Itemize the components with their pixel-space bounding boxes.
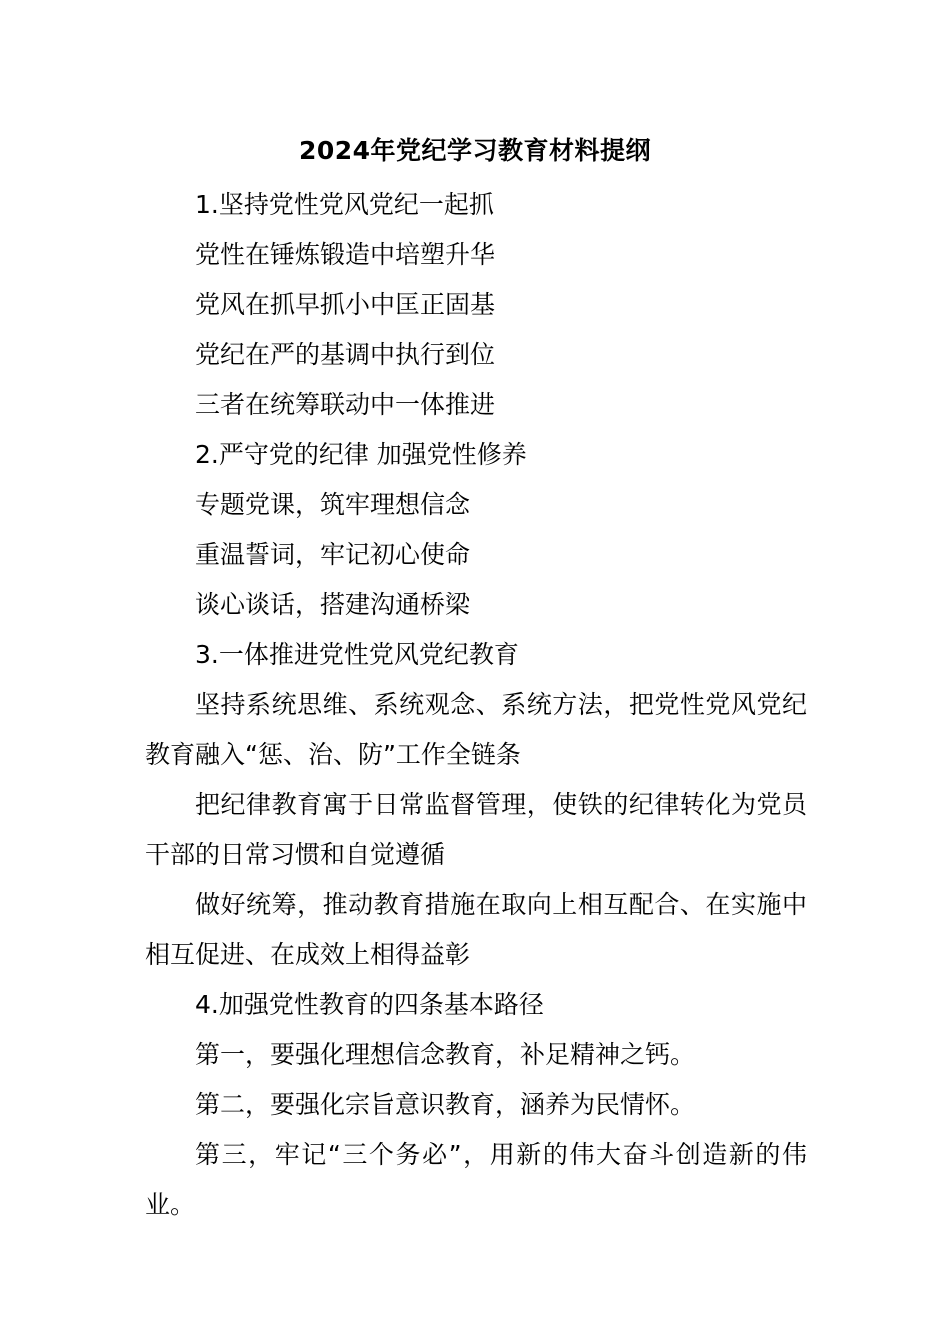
paragraph-10: 3.一体推进党性党风党纪教育 [195,640,519,669]
paragraph-16: 第二，要强化宗旨意识教育，涵养为民情怀。 [195,1090,696,1119]
paragraph-17: 第三，牢记“三个务必”，用新的伟大奋斗创造新的伟业。 [145,1140,807,1219]
paragraph-6: 2.严守党的纪律 加强党性修养 [195,440,527,469]
document-title: 2024年党纪学习教育材料提纲 [298,136,652,165]
paragraph-3: 党风在抓早抓小中匡正固基 [195,290,496,319]
paragraph-11: 坚持系统思维、系统观念、系统方法，把党性党风党纪教育融入“惩、治、防”工作全链条 [145,690,807,769]
paragraph-14: 4.加强党性教育的四条基本路径 [195,990,544,1019]
paragraph-8: 重温誓词，牢记初心使命 [195,540,471,569]
paragraph-1: 1.坚持党性党风党纪一起抓 [195,190,494,219]
paragraph-13: 做好统筹，推动教育措施在取向上相互配合、在实施中相互促进、在成效上相得益彰 [145,890,807,969]
paragraph-5: 三者在统筹联动中一体推进 [195,390,496,419]
paragraph-7: 专题党课，筑牢理想信念 [195,490,471,519]
paragraph-12: 把纪律教育寓于日常监督管理，使铁的纪律转化为党员干部的日常习惯和自觉遵循 [145,790,807,869]
paragraph-4: 党纪在严的基调中执行到位 [195,340,496,369]
paragraph-15: 第一，要强化理想信念教育，补足精神之钙。 [195,1040,696,1069]
paragraph-9: 谈心谈话，搭建沟通桥梁 [195,590,471,619]
paragraph-2: 党性在锤炼锻造中培塑升华 [195,240,496,269]
document-body [145,180,807,1230]
